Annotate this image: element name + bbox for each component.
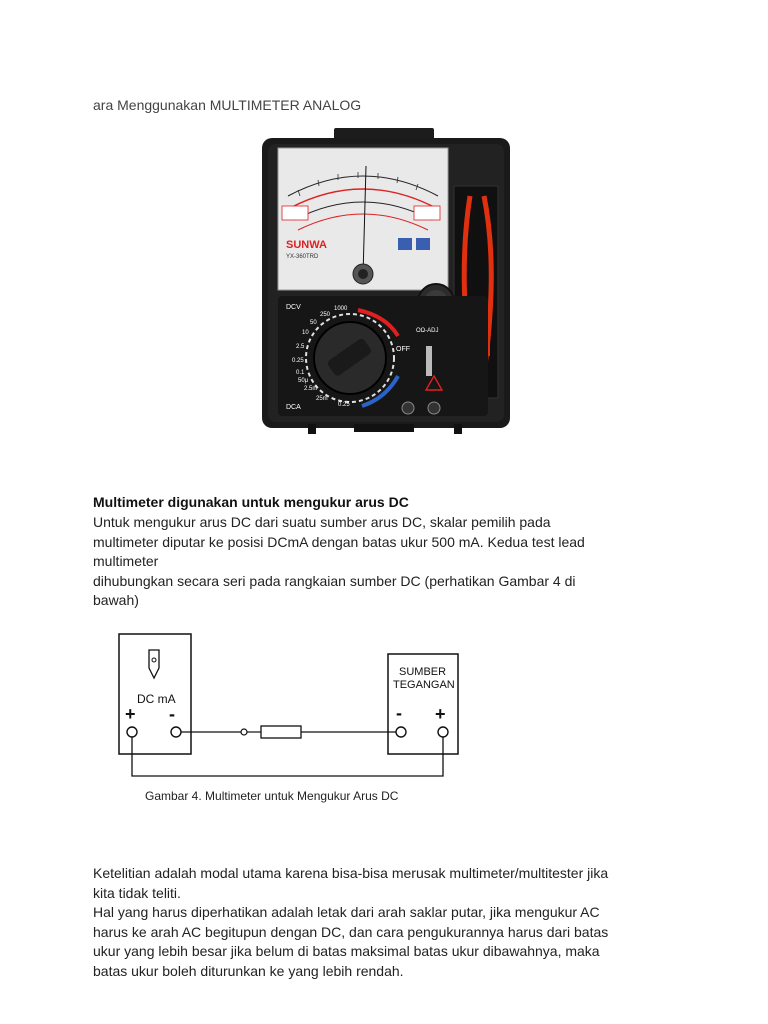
source-label-line1: SUMBER bbox=[399, 666, 447, 678]
range-50: 50 bbox=[310, 320, 317, 326]
section-heading: Multimeter digunakan untuk mengukur arus DC bbox=[93, 494, 409, 510]
paragraph-dc-measurement bbox=[93, 513, 653, 611]
brand-label: SUNWA bbox=[286, 239, 327, 251]
paragraph-line: Hal yang harus diperhatikan adalah letak dari arah saklar putar, jika mengukur AC bbox=[93, 904, 600, 920]
range-1000: 1000 bbox=[334, 306, 348, 312]
resistor-icon bbox=[261, 726, 301, 738]
range-2-5m: 2.5m bbox=[304, 386, 318, 392]
source-label-line2: TEGANGAN bbox=[393, 679, 455, 691]
source-minus: - bbox=[396, 703, 402, 723]
paragraph-line: Ketelitian adalah modal utama karena bisa-bisa merusak multimeter/multitester jika bbox=[93, 865, 609, 881]
meter-plus: + bbox=[125, 704, 136, 724]
source-plus: + bbox=[435, 704, 446, 724]
range-0-25b: 0.25 bbox=[338, 402, 350, 408]
source-terminal-plus bbox=[438, 727, 448, 737]
meter-label: DC mA bbox=[137, 692, 176, 706]
paragraph-precision bbox=[93, 864, 678, 981]
meter-terminal-plus bbox=[127, 727, 137, 737]
range-50u: 50μ bbox=[298, 378, 309, 384]
dcv-label: DCV bbox=[286, 304, 301, 311]
adj-label: OΩ-ADJ bbox=[416, 328, 439, 334]
model-label: YX-360TRD bbox=[286, 254, 319, 260]
meter-minus: - bbox=[169, 704, 175, 724]
paragraph-line: ukur yang lebih besar jika belum di batas maksimal batas ukur dibawahnya, maka bbox=[93, 943, 600, 959]
range-0-25: 0.25 bbox=[292, 358, 304, 364]
paragraph-line: kita tidak teliti. bbox=[93, 884, 181, 901]
figure-caption: Gambar 4. Multimeter untuk Mengukur Arus DC bbox=[145, 789, 399, 803]
paragraph-line: dihubungkan secara seri pada rangkaian sumber DC (perhatikan Gambar 4 di bbox=[93, 572, 576, 589]
paragraph-line: bawah) bbox=[93, 592, 139, 608]
range-250: 250 bbox=[320, 312, 331, 318]
circuit-diagram bbox=[115, 628, 465, 808]
range-25m: 25m bbox=[316, 396, 328, 402]
dca-label: DCA bbox=[286, 404, 301, 411]
range-0-1: 0.1 bbox=[296, 370, 305, 376]
source-terminal-minus bbox=[396, 727, 406, 737]
document-title: ara Menggunakan MULTIMETER ANALOG bbox=[93, 97, 362, 113]
paragraph-line: Untuk mengukur arus DC dari suatu sumber arus DC, skalar pemilih pada bbox=[93, 514, 551, 530]
paragraph-line: batas ukur boleh diturunkan ke yang lebih rendah. bbox=[93, 962, 404, 979]
range-2-5: 2.5 bbox=[296, 344, 305, 350]
paragraph-line: multimeter diputar ke posisi DCmA dengan batas ukur 500 mA. Kedua test lead bbox=[93, 533, 585, 550]
range-10: 10 bbox=[302, 330, 309, 336]
paragraph-line: harus ke arah AC begitupun dengan DC, dan cara pengukurannya harus dari batas bbox=[93, 923, 609, 940]
off-label: OFF bbox=[396, 346, 410, 353]
multimeter-photo bbox=[258, 126, 514, 436]
meter-terminal-minus bbox=[171, 727, 181, 737]
paragraph-line: multimeter bbox=[93, 553, 159, 569]
